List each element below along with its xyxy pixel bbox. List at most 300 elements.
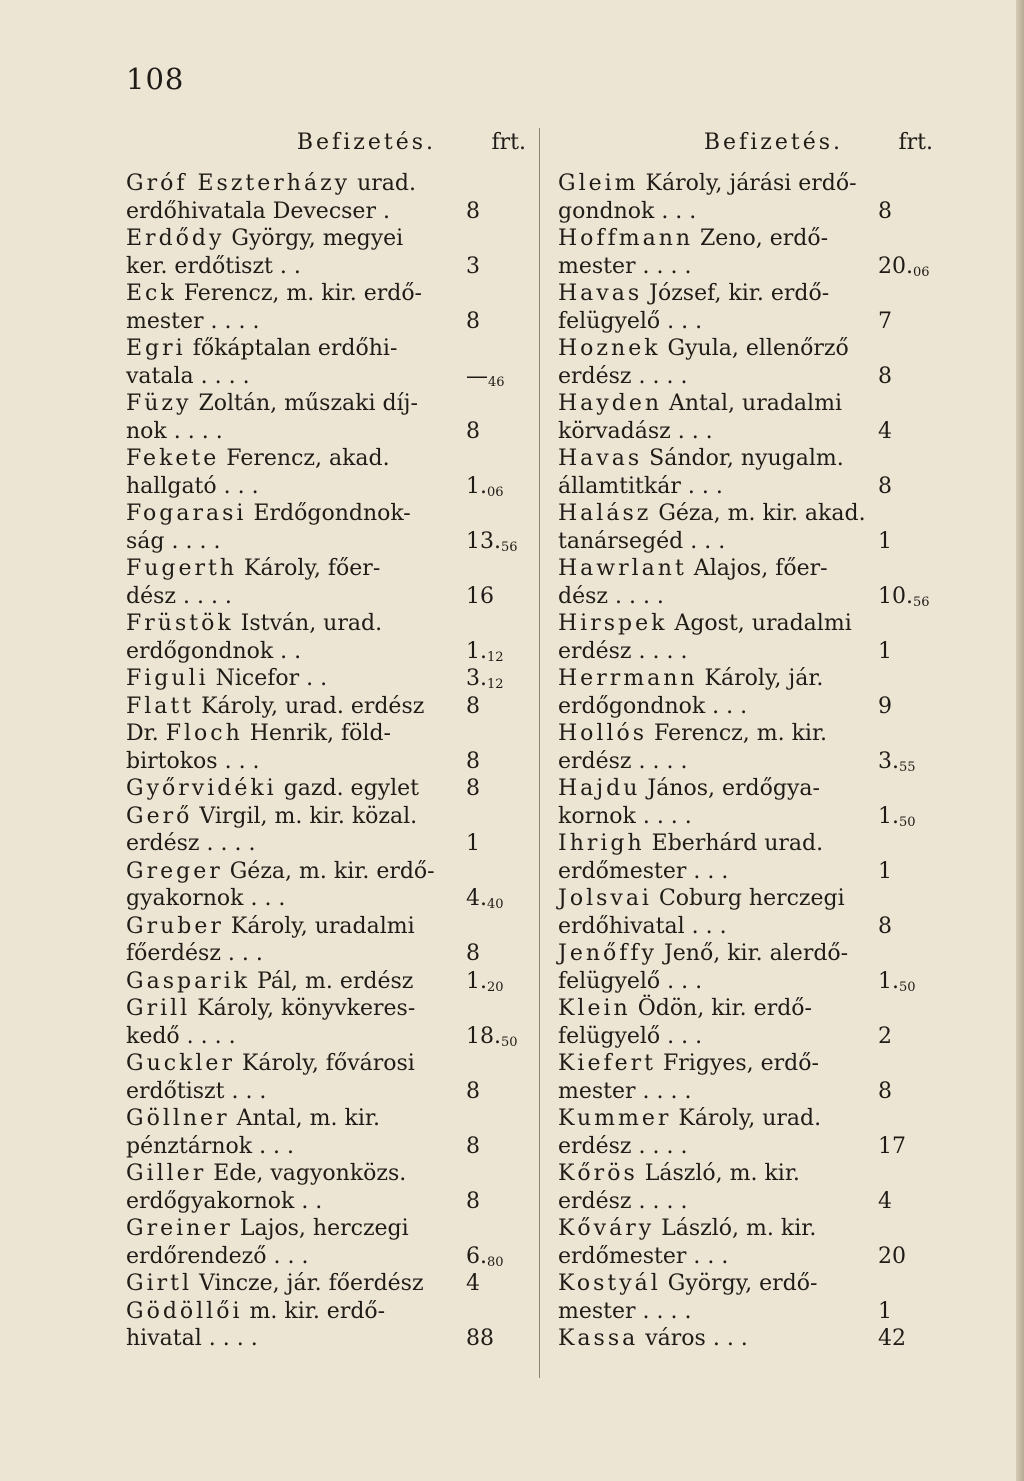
entry-line — [126, 995, 526, 1023]
entry-text: ker. erdőtiszt . . — [126, 253, 301, 279]
entry-text: erdőgondnok . . — [126, 638, 302, 664]
entry-text: m. kir. erdő- — [242, 1298, 386, 1324]
entry-line — [126, 225, 526, 253]
entry-text: János, erdőgya- — [640, 776, 820, 801]
entry-text: erdőhivatal . . . — [558, 913, 727, 939]
list-item — [558, 1160, 933, 1215]
list-item — [126, 693, 526, 721]
entry-line — [126, 500, 526, 528]
person-name: Kőrös — [558, 1161, 638, 1186]
person-name: Hajdu — [558, 776, 641, 801]
person-name: Halász — [558, 501, 652, 526]
entry-line — [126, 1188, 526, 1216]
entry-line — [126, 1270, 526, 1298]
amount-fraction: 56 — [501, 539, 518, 555]
entry-text: hallgató . . . — [126, 473, 259, 499]
amount — [466, 830, 480, 858]
list-item — [126, 1105, 526, 1160]
entry-line — [558, 940, 933, 968]
person-name: Greger — [126, 858, 223, 884]
entry-line — [558, 445, 933, 473]
person-name: Hawrlant — [558, 556, 687, 581]
entry-line — [126, 445, 526, 473]
person-name: Hayden — [558, 391, 663, 416]
person-name: Győrvidéki — [126, 776, 277, 801]
person-name: Hirspek — [558, 611, 668, 636]
entry-line — [126, 253, 526, 281]
entry-line — [126, 803, 526, 831]
amount — [878, 1298, 892, 1326]
amount-value: 20 — [878, 1243, 906, 1269]
entry-text: nok . . . . — [126, 418, 223, 444]
list-item — [558, 445, 933, 500]
amount-value: 7 — [878, 308, 892, 334]
amount — [466, 253, 480, 281]
amount — [466, 418, 480, 446]
entry-line — [558, 1105, 933, 1133]
entry-line — [558, 968, 933, 996]
entry-line — [126, 555, 526, 583]
amount — [466, 198, 480, 226]
entry-text: Erdőgondnok- — [246, 501, 411, 526]
amount-value: 3. — [878, 748, 899, 774]
entry-line — [558, 308, 933, 336]
person-name: Gróf Eszterházy — [126, 171, 351, 196]
entry-text: erdész . . . . — [558, 363, 688, 389]
person-name: Egri — [126, 336, 186, 361]
entry-line — [126, 1325, 526, 1353]
entry-text: Antal, m. kir. — [229, 1106, 380, 1131]
person-name: Gödöllői — [126, 1298, 243, 1324]
entry-line — [558, 775, 933, 803]
person-name: Gruber — [126, 913, 224, 939]
list-item — [126, 555, 526, 610]
person-name: Havas — [558, 281, 643, 306]
entry-text: Ede, vagyonközs. — [206, 1161, 407, 1186]
amount-value: 16 — [466, 583, 494, 609]
right-column — [558, 130, 933, 1353]
entry-line — [126, 1133, 526, 1161]
entry-line — [126, 390, 526, 418]
amount-value: 6. — [466, 1243, 487, 1269]
entry-text: erdőgondnok . . . — [558, 693, 748, 719]
amount — [878, 198, 892, 226]
entry-line — [126, 1215, 526, 1243]
amount-value: 2 — [878, 1023, 892, 1049]
entry-line — [126, 280, 526, 308]
entry-line — [558, 913, 933, 941]
entry-line — [126, 720, 526, 748]
list-item — [558, 335, 933, 390]
person-name: Herrmann — [558, 666, 698, 691]
entry-text: Virgil, m. kir. közal. — [192, 803, 418, 829]
person-name: Grill — [126, 996, 191, 1021]
entry-line — [126, 528, 526, 556]
entry-text: birtokos . . . — [126, 748, 260, 774]
list-item — [126, 1270, 526, 1298]
list-item — [558, 830, 933, 885]
person-name: Greiner — [126, 1216, 233, 1241]
entry-text: tanársegéd . . . — [558, 528, 726, 554]
entry-text: erdőhivatala Devecser . — [126, 198, 390, 224]
amount-value: 1. — [466, 473, 487, 499]
entry-text: Nicefor . . — [208, 666, 328, 691]
amount-value: 8 — [466, 418, 480, 444]
entry-text: Károly, könyvkeres- — [190, 996, 416, 1021]
entry-line — [126, 913, 526, 941]
person-name: Jenőffy — [558, 941, 657, 966]
entry-line — [126, 1050, 526, 1078]
entry-text: kornok . . . . — [558, 803, 692, 829]
amount — [878, 1023, 892, 1051]
amount — [466, 693, 480, 721]
list-item — [558, 1050, 933, 1105]
amount-value: 8 — [466, 198, 480, 224]
list-item — [126, 913, 526, 968]
list-item — [558, 1105, 933, 1160]
person-name: Kőváry — [558, 1216, 655, 1241]
entry-line — [126, 1160, 526, 1188]
amount-value: 1 — [878, 1298, 892, 1324]
entry-text: Eberhárd urad. — [644, 831, 824, 856]
person-name: Fugerth — [126, 556, 238, 581]
entry-text: Henrik, föld- — [242, 721, 391, 746]
person-name: Hoznek — [558, 336, 661, 361]
amount-value: 8 — [466, 1078, 480, 1104]
entry-line — [126, 583, 526, 611]
entry-text: György, erdő- — [660, 1271, 818, 1296]
entry-line — [126, 308, 526, 336]
entry-line — [126, 638, 526, 666]
amount-value: 1 — [878, 858, 892, 884]
entry-line — [558, 665, 933, 693]
entry-text: mester . . . . — [126, 308, 260, 334]
entry-line — [558, 1243, 933, 1271]
list-item — [126, 665, 526, 693]
amount — [878, 308, 892, 336]
person-name: Göllner — [126, 1106, 230, 1131]
amount-value: 1. — [878, 968, 899, 994]
amount-value: 8 — [466, 941, 480, 966]
entry-text: mester . . . . — [558, 1298, 692, 1324]
entry-line — [558, 198, 933, 226]
entry-text: Károly, főer- — [237, 556, 381, 581]
entry-text: Antal, uradalmi — [662, 391, 842, 416]
amount-value: 4 — [878, 418, 892, 444]
entry-list — [126, 170, 526, 1353]
amount-value: 8 — [878, 473, 892, 499]
entry-text: Károly, urad. erdész — [194, 693, 425, 719]
amount — [878, 528, 892, 556]
list-item — [126, 803, 526, 858]
entry-line — [558, 1325, 933, 1353]
column-title: Befizetés. — [296, 130, 436, 155]
list-item — [558, 885, 933, 940]
entry-line — [558, 335, 933, 363]
entry-text: erdész . . . . — [558, 638, 688, 664]
amount-fraction: 50 — [899, 814, 916, 830]
entry-line — [558, 225, 933, 253]
list-item — [558, 940, 933, 995]
list-item — [558, 775, 933, 830]
entry-text: ság . . . . — [126, 528, 221, 554]
amount-value: 18. — [466, 1023, 501, 1049]
amount-fraction: 06 — [487, 484, 504, 500]
amount-value: 8 — [466, 1133, 480, 1159]
amount-value: 8 — [466, 776, 480, 801]
person-name: Ihrigh — [558, 831, 645, 856]
amount — [878, 1133, 906, 1161]
entry-text: erdész . . . . — [558, 1188, 688, 1214]
entry-text: Coburg herczegi — [651, 886, 845, 911]
person-name: Gerő — [126, 803, 193, 829]
amount-value: 20. — [878, 253, 913, 279]
entry-text: Károly, fővárosi — [234, 1051, 415, 1076]
column-title: Befizetés. — [703, 130, 843, 155]
entry-text: kedő . . . . — [126, 1023, 236, 1049]
amount-fraction: 50 — [899, 979, 916, 995]
entry-text: Zoltán, műszaki díj- — [191, 391, 418, 416]
entry-line — [126, 665, 526, 693]
person-name: Kassa — [558, 1326, 639, 1351]
entry-text: dész . . . . — [126, 583, 232, 609]
person-name: Hoffmann — [558, 226, 694, 251]
entry-line — [558, 528, 933, 556]
amount-value: 8 — [878, 913, 892, 939]
entry-text: erdőmester . . . — [558, 1243, 729, 1269]
entry-line — [558, 858, 933, 886]
entry-text: erdőrendező . . . — [126, 1243, 309, 1269]
person-name: Erdődy — [126, 226, 225, 251]
amount — [878, 913, 892, 941]
entry-text: György, megyei — [224, 226, 404, 251]
amount-value: 13. — [466, 528, 501, 554]
column-header — [126, 130, 526, 160]
entry-line — [558, 1270, 933, 1298]
list-item — [126, 500, 526, 555]
entry-text: erdőtiszt . . . — [126, 1078, 267, 1104]
page-number: 108 — [126, 62, 185, 96]
entry-line — [126, 968, 526, 996]
amount-value: 1. — [466, 968, 487, 994]
list-item — [558, 610, 933, 665]
entry-line — [558, 638, 933, 666]
list-item — [126, 858, 526, 913]
list-item — [126, 390, 526, 445]
entry-text: Károly, urad. — [671, 1106, 822, 1131]
entry-line — [558, 1298, 933, 1326]
person-name: Guckler — [126, 1051, 235, 1076]
amount — [466, 1270, 480, 1298]
entry-line — [126, 858, 526, 886]
column-unit: frt. — [491, 130, 526, 155]
amount — [466, 308, 480, 336]
amount-value: 8 — [878, 363, 892, 389]
entry-text: főerdész . . . — [126, 941, 263, 966]
entry-line — [558, 1078, 933, 1106]
person-name: Eck — [126, 281, 177, 306]
entry-text: gyakornok . . . — [126, 886, 286, 911]
entry-line — [558, 885, 933, 913]
entry-line — [126, 775, 526, 803]
amount-fraction: 46 — [488, 374, 505, 390]
entry-text: Jenő, kir. alerdő- — [656, 941, 849, 966]
amount-value: 17 — [878, 1133, 906, 1159]
person-name: Girtl — [126, 1271, 193, 1296]
list-item — [558, 665, 933, 720]
entry-text: vatala . . . . — [126, 363, 250, 389]
entry-text: mester . . . . — [558, 253, 692, 279]
list-item — [126, 1215, 526, 1270]
entry-line — [126, 748, 526, 776]
amount-value: 1. — [466, 638, 487, 664]
entry-line — [126, 198, 526, 226]
entry-text: felügyelő . . . — [558, 1023, 703, 1049]
entry-line — [558, 693, 933, 721]
entry-text: Pál, m. erdész — [250, 968, 414, 994]
list-item — [558, 225, 933, 280]
amount — [878, 418, 892, 446]
amount — [878, 1243, 906, 1271]
person-name: Hollós — [558, 721, 648, 746]
entry-line — [126, 1105, 526, 1133]
entry-line — [558, 280, 933, 308]
amount — [878, 693, 892, 721]
amount-value: — — [466, 363, 488, 389]
entry-line — [558, 1050, 933, 1078]
amount-fraction: 40 — [487, 897, 504, 912]
person-name: Kiefert — [558, 1051, 657, 1076]
amount-value: 1 — [878, 638, 892, 664]
entry-line — [126, 885, 526, 913]
amount-fraction: 12 — [487, 677, 504, 692]
left-column — [126, 130, 526, 1353]
entry-text: Ferencz, akad. — [219, 446, 390, 471]
entry-text: Ferencz, m. kir. erdő- — [176, 281, 422, 306]
person-name: Giller — [126, 1161, 207, 1186]
list-item — [558, 1270, 933, 1325]
person-name: Gleim — [558, 171, 639, 196]
list-item — [126, 968, 526, 996]
list-item — [126, 280, 526, 335]
entry-text: gondnok . . . — [558, 198, 697, 224]
entry-text: dész . . . . — [558, 583, 664, 609]
entry-text: Alajos, főer- — [686, 556, 828, 581]
amount — [466, 1188, 480, 1216]
entry-text: mester . . . . — [558, 1078, 692, 1104]
list-item — [126, 610, 526, 665]
entry-text: hivatal . . . . — [126, 1326, 258, 1351]
column-unit: frt. — [898, 130, 933, 155]
person-name: Havas — [558, 446, 643, 471]
amount-value: 1 — [466, 831, 480, 856]
name-prefix: Dr. — [126, 721, 166, 746]
list-item — [126, 1160, 526, 1215]
entry-text: Gyula, ellenőrző — [660, 336, 849, 361]
person-name: Flatt — [126, 693, 195, 719]
entry-line — [126, 335, 526, 363]
list-item — [558, 170, 933, 225]
entry-line — [558, 390, 933, 418]
entry-line — [126, 610, 526, 638]
amount — [466, 940, 480, 968]
amount-value: 8 — [466, 308, 480, 334]
amount-value: 88 — [466, 1326, 494, 1351]
entry-text: Agost, uradalmi — [667, 611, 852, 636]
amount-fraction: 12 — [487, 649, 504, 665]
amount — [878, 1078, 892, 1106]
person-name: Fogarasi — [126, 501, 247, 526]
list-item — [126, 225, 526, 280]
entry-text: felügyelő . . . — [558, 968, 703, 994]
person-name: Früstök — [126, 611, 234, 636]
amount-value: 9 — [878, 693, 892, 719]
person-name: Gasparik — [126, 968, 251, 994]
list-item — [126, 170, 526, 225]
entry-text: erdész . . . . — [126, 831, 256, 856]
entry-text: István, urad. — [233, 611, 383, 636]
column-divider — [539, 128, 540, 1378]
entry-line — [126, 170, 526, 198]
entry-text: város . . . — [638, 1326, 748, 1351]
amount-value: 1. — [878, 803, 899, 829]
entry-line — [558, 803, 933, 831]
amount-value: 3. — [466, 666, 487, 691]
entry-text: József, kir. erdő- — [642, 281, 830, 306]
amount — [466, 583, 494, 611]
entry-line — [126, 1298, 526, 1326]
entry-text: felügyelő . . . — [558, 308, 703, 334]
amount-value: 1 — [878, 528, 892, 554]
entry-text: Károly, járási erdő- — [638, 171, 857, 196]
amount — [878, 363, 892, 391]
person-name: Figuli — [126, 666, 209, 691]
amount-fraction: 20 — [487, 979, 504, 995]
entry-line — [558, 418, 933, 446]
entry-text: államtitkár . . . — [558, 473, 723, 499]
person-name: Kostyál — [558, 1271, 661, 1296]
entry-line — [558, 1160, 933, 1188]
entry-list — [558, 170, 933, 1353]
list-item — [558, 995, 933, 1050]
book-spine-edge — [1016, 0, 1024, 1481]
entry-line — [558, 1023, 933, 1051]
amount — [466, 1325, 494, 1353]
entry-line — [558, 583, 933, 611]
entry-text: Géza, m. kir. erdő- — [222, 858, 435, 884]
entry-line — [558, 830, 933, 858]
amount-value: 8 — [466, 693, 480, 719]
person-name: Fekete — [126, 446, 220, 471]
amount-value: 4 — [878, 1188, 892, 1214]
entry-line — [558, 995, 933, 1023]
entry-line — [126, 940, 526, 968]
entry-line — [126, 473, 526, 501]
amount — [878, 1325, 906, 1353]
list-item — [558, 555, 933, 610]
amount-value: 8 — [878, 1078, 892, 1104]
entry-line — [558, 1215, 933, 1243]
list-item — [126, 775, 526, 803]
entry-line — [126, 1243, 526, 1271]
entry-text: Frigyes, erdő- — [656, 1051, 819, 1076]
entry-text: Vincze, jár. főerdész — [192, 1271, 424, 1296]
entry-text: Sándor, nyugalm. — [642, 446, 844, 471]
list-item — [558, 1325, 933, 1353]
amount-value: 8 — [466, 1188, 480, 1214]
amount-fraction: 56 — [913, 594, 930, 610]
amount — [878, 1188, 892, 1216]
